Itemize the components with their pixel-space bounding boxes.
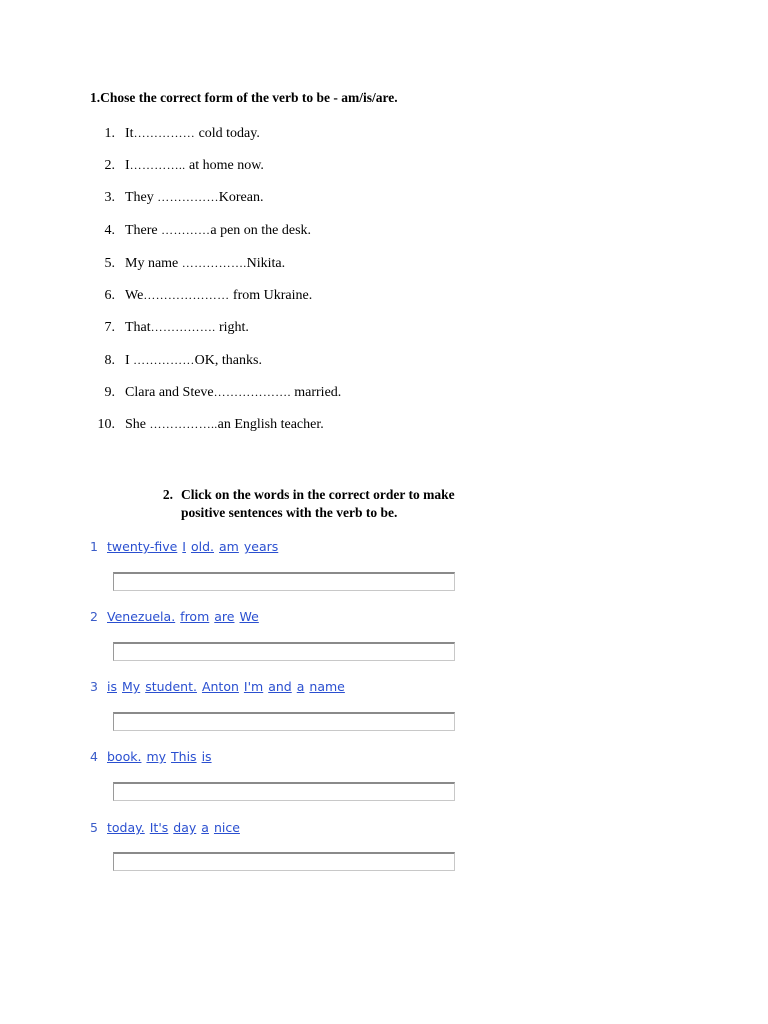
item-text-after: at home now.: [185, 158, 264, 173]
word-link[interactable]: student.: [145, 679, 197, 694]
item-text-before: It: [125, 126, 134, 141]
section-2-title: [150, 486, 455, 522]
blank-dots: ……………: [133, 353, 195, 367]
blank-dots: …………………: [143, 288, 230, 302]
scramble-row-2: [90, 608, 264, 626]
word-link[interactable]: I'm: [243, 679, 264, 694]
item-text-before: Clara and Steve: [125, 385, 214, 400]
word-link[interactable]: name: [309, 679, 345, 694]
item-text-after: a pen on the desk.: [210, 223, 312, 238]
word-link[interactable]: Anton: [201, 679, 239, 694]
word-link[interactable]: Venezuela.: [107, 609, 176, 624]
item-text-before: My name: [125, 256, 182, 271]
item-text-before: She: [125, 417, 150, 432]
item-text-after: from Ukraine.: [229, 288, 313, 303]
item-text-after: an English teacher.: [217, 417, 324, 432]
list-item: [90, 254, 285, 272]
item-text-before: I: [125, 353, 134, 368]
section-2-number: 2.: [162, 487, 173, 502]
word-link[interactable]: It's: [149, 820, 169, 835]
scramble-number: 3: [90, 679, 98, 694]
word-link[interactable]: I: [182, 539, 186, 554]
answer-input-1[interactable]: [113, 572, 455, 591]
scramble-number: 2: [90, 609, 98, 624]
word-link[interactable]: is: [201, 749, 212, 764]
word-link[interactable]: are: [214, 609, 235, 624]
word-link[interactable]: years: [243, 539, 279, 554]
word-link[interactable]: a: [201, 820, 209, 835]
item-text-after: Korean.: [218, 190, 264, 205]
item-text-after: OK, thanks.: [194, 353, 262, 368]
item-number: 8.: [104, 353, 115, 368]
word-link[interactable]: am: [219, 539, 239, 554]
list-item: [90, 351, 262, 369]
word-link[interactable]: day: [173, 820, 197, 835]
item-number: 9.: [104, 385, 115, 400]
word-link[interactable]: from: [180, 609, 210, 624]
item-number: 10.: [97, 417, 115, 432]
blank-dots: …………..: [129, 158, 186, 172]
word-link[interactable]: book.: [107, 749, 142, 764]
word-link[interactable]: and: [268, 679, 292, 694]
word-link[interactable]: nice: [213, 820, 240, 835]
answer-input-2[interactable]: [113, 642, 455, 661]
word-link[interactable]: This: [171, 749, 197, 764]
answer-input-5[interactable]: [113, 852, 455, 871]
scramble-row-1: [90, 538, 283, 556]
blank-dots: ……………: [157, 190, 219, 204]
blank-dots: …………: [161, 223, 211, 237]
word-link[interactable]: My: [122, 679, 141, 694]
item-text-before: We: [125, 288, 144, 303]
list-item: [90, 156, 264, 174]
scramble-number: 4: [90, 749, 98, 764]
item-text-before: I: [125, 158, 130, 173]
item-number: 6.: [104, 288, 115, 303]
section-2-title-line-2: positive sentences with the verb to be.: [181, 505, 398, 520]
item-number: 1.: [104, 126, 115, 141]
scramble-row-4: [90, 748, 217, 766]
word-link[interactable]: is: [107, 679, 117, 694]
item-text-before: There: [125, 223, 162, 238]
word-link[interactable]: We: [239, 609, 259, 624]
list-item: [90, 415, 324, 433]
word-link[interactable]: today.: [107, 820, 145, 835]
item-number: 7.: [104, 320, 115, 335]
item-number: 3.: [104, 190, 115, 205]
section-1-title: 1.Chose the correct form of the verb to be - am/is/are.: [90, 90, 398, 105]
word-link[interactable]: twenty-five: [107, 539, 178, 554]
scramble-number: 1: [90, 539, 98, 554]
list-item: [90, 221, 311, 239]
word-link[interactable]: my: [146, 749, 167, 764]
item-text-before: They: [125, 190, 158, 205]
blank-dots: ……………: [133, 126, 196, 140]
scramble-row-3: [90, 678, 350, 696]
section-2-title-line-1: Click on the words in the correct order to make: [181, 487, 455, 502]
blank-dots: …………….: [150, 320, 216, 334]
word-link[interactable]: old.: [190, 539, 215, 554]
blank-dots: …………….: [181, 256, 247, 270]
blank-dots: ……………….: [213, 385, 291, 399]
item-number: 2.: [104, 158, 115, 173]
item-number: 4.: [104, 223, 115, 238]
list-item: [90, 286, 312, 304]
answer-input-4[interactable]: [113, 782, 455, 801]
item-text-after: cold today.: [195, 126, 260, 141]
item-text-before: That: [125, 320, 151, 335]
item-text-after: married.: [290, 385, 342, 400]
blank-dots: ……………..: [149, 417, 218, 431]
list-item: [90, 188, 263, 206]
scramble-number: 5: [90, 820, 98, 835]
item-number: 5.: [104, 256, 115, 271]
list-item: [90, 318, 249, 336]
word-link[interactable]: a: [296, 679, 305, 694]
item-text-after: Nikita.: [246, 256, 286, 271]
scramble-row-5: [90, 819, 245, 837]
item-text-after: right.: [215, 320, 249, 335]
list-item: [90, 383, 341, 401]
list-item: [90, 124, 260, 142]
answer-input-3[interactable]: [113, 712, 455, 731]
